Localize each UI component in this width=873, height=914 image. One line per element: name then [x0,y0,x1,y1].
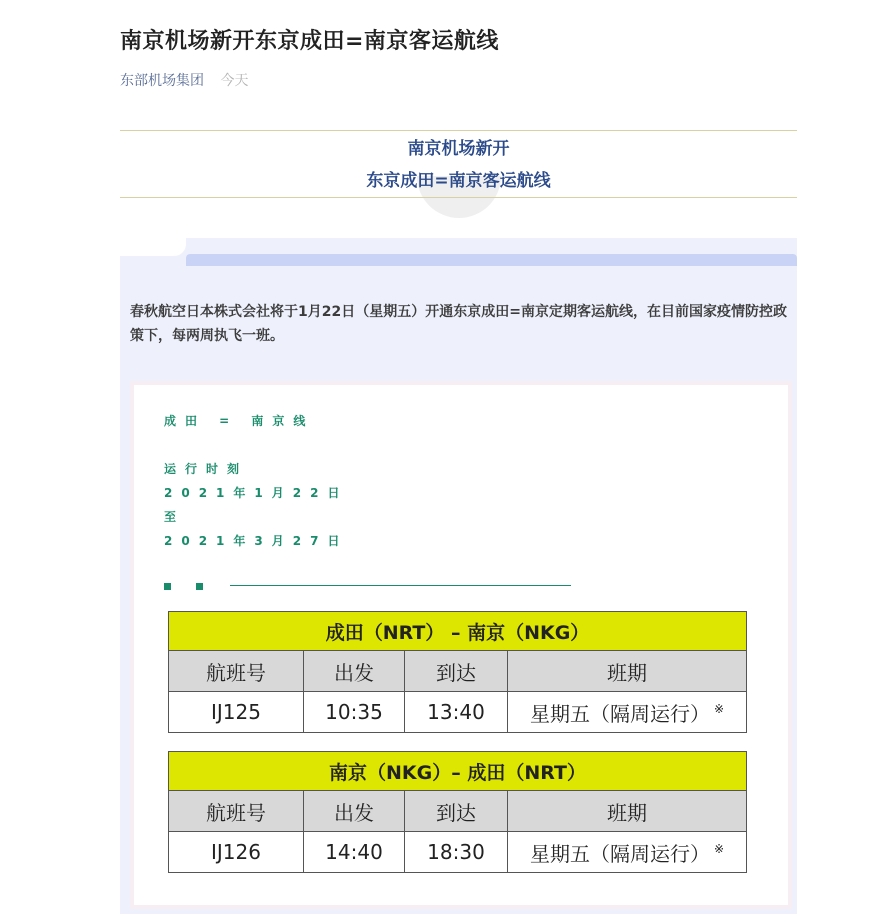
days-text: 星期五（隔周运行） [529,701,710,726]
col-header-arrive: 到达 [405,651,508,692]
to-label: 至 [164,510,186,524]
start-date: 2021年1月22日 [164,486,349,500]
publish-date: 今天 [220,73,249,89]
col-header-days: 班期 [508,651,747,692]
headline-banner [120,130,797,198]
col-header-arrive: 到达 [405,791,508,832]
cell-depart: 10:35 [304,692,405,733]
divider-line [230,585,571,586]
cell-arrive: 13:40 [405,692,508,733]
col-header-depart: 出发 [304,651,405,692]
table-route-header: 成田（NRT） – 南京（NKG） [169,612,747,651]
cell-depart: 14:40 [304,832,405,873]
col-header-depart: 出发 [304,791,405,832]
col-header-flight: 航班号 [169,651,304,692]
intro-paragraph: 春秋航空日本株式会社将于1月22日（星期五）开通东京成田=南京定期客运航线，在目前国家疫情防控政策下，每两周执飞一班。 [130,304,787,344]
cell-flight: IJ125 [169,692,304,733]
cell-days [508,692,747,733]
schedule-table-return [168,751,747,873]
content-panel [120,238,797,914]
account-name-link[interactable]: 东部机场集团 [120,73,204,89]
schedule-table-outbound [168,611,747,733]
end-date: 2021年3月27日 [164,534,349,548]
cell-arrive: 18:30 [405,832,508,873]
banner-line-1: 南京机场新开 [407,139,510,159]
route-name: 成田 = 南京线 [164,414,315,428]
schedule-label: 运行时刻 [164,462,249,476]
footnote-mark: ※ [713,841,725,856]
footnote-mark: ※ [713,701,725,716]
banner-line-2: 东京成田=南京客运航线 [366,171,551,191]
col-header-days: 班期 [508,791,747,832]
schedule-card [130,381,792,909]
col-header-flight: 航班号 [169,791,304,832]
days-text: 星期五（隔周运行） [529,841,710,866]
article-meta [120,70,248,90]
panel-tab [120,238,186,256]
cell-flight: IJ126 [169,832,304,873]
panel-tab-bar [186,254,797,266]
bullet-dot [196,583,203,590]
table-route-header: 南京（NKG）– 成田（NRT） [169,752,747,791]
bullet-dot [164,583,171,590]
cell-days [508,832,747,873]
article-title: 南京机场新开东京成田=南京客运航线 [120,29,499,54]
